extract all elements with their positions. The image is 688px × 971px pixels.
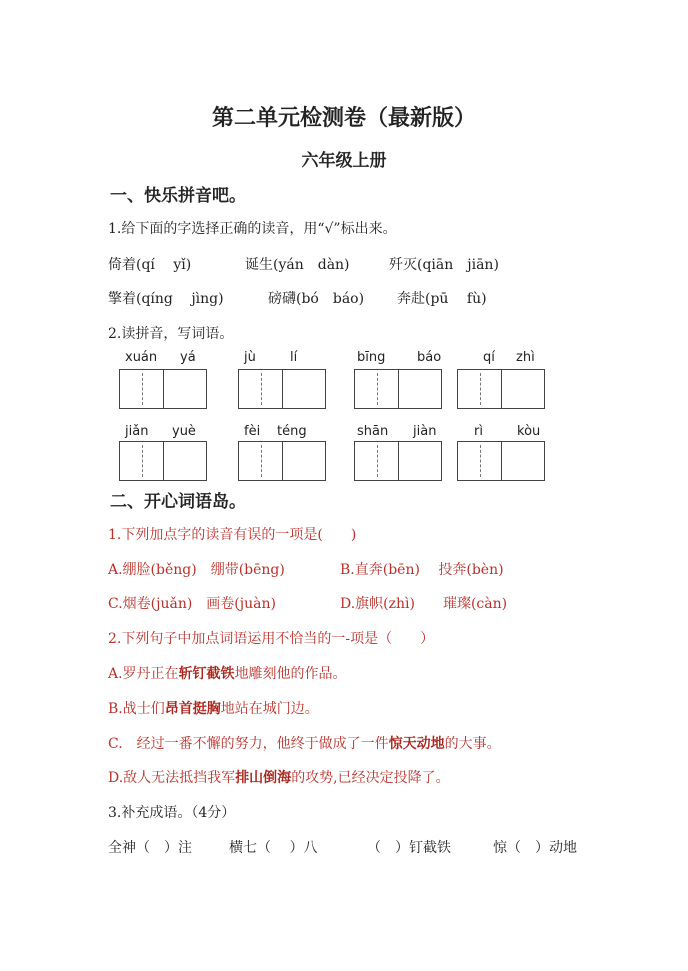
writing-box[interactable]: [238, 369, 326, 409]
dotted-keyword: 斩钉截铁: [178, 666, 235, 682]
q1-prompt: 1.给下面的字选择正确的读音，用“√”标出来。: [108, 221, 397, 237]
s2-q1-option-b: B.直奔(bēn) 投奔(bèn): [340, 562, 504, 578]
pinyin-label: bīng: [357, 350, 386, 365]
pinyin-label: kòu: [517, 424, 541, 439]
s2-q2-prompt: 2.下列句子中加点词语运用不恰当的一-项是（ ）: [108, 631, 435, 647]
dotted-keyword: 惊天动地: [388, 736, 445, 752]
idiom-blank-2: 横七（ ）八: [229, 840, 318, 856]
pinyin-label: báo: [417, 350, 442, 365]
sentence-text: D.敌人无法抵挡我军: [108, 770, 236, 786]
page-subtitle: 六年级上册: [301, 151, 387, 171]
pinyin-choice-4: 擎着(qíng jìng): [108, 291, 224, 307]
s2-q2-option-d: [108, 767, 450, 787]
pinyin-choice-2: 诞生(yán dàn): [245, 257, 350, 273]
sentence-text: C. 经过一番不懈的努力，他终于做成了一件: [108, 736, 389, 752]
pinyin-choice-6: 奔赴(pū fù): [397, 291, 487, 307]
q2-prompt: 2.读拼音，写词语。: [108, 326, 234, 342]
section2-heading: 二、开心词语岛。: [110, 492, 246, 512]
pinyin-label: yuè: [172, 424, 196, 439]
pinyin-label: lí: [290, 350, 298, 365]
pinyin-label: rì: [474, 424, 483, 439]
pinyin-label: jiàn: [413, 424, 437, 439]
s2-q2-option-a: [108, 663, 347, 683]
sentence-text: 的攻势,已经决定投降了。: [291, 770, 450, 786]
dotted-keyword: 排山倒海: [235, 770, 292, 786]
s2-q2-option-c: [108, 733, 501, 753]
pinyin-choice-1: 倚着(qí yǐ): [108, 257, 192, 273]
idiom-blank-4: 惊（ ）动地: [493, 840, 577, 856]
writing-box[interactable]: [354, 369, 442, 409]
writing-box[interactable]: [457, 369, 545, 409]
dotted-keyword: 昂首挺胸: [164, 701, 221, 717]
s2-q3-prompt: 3.补充成语。（4分）: [108, 805, 236, 821]
idiom-blank-1: 全神（ ）注: [108, 840, 192, 856]
pinyin-label: yá: [180, 350, 196, 365]
pinyin-label: fèi: [244, 424, 261, 439]
page-title: 第二单元检测卷（最新版）: [211, 105, 476, 131]
pinyin-label: qí: [483, 350, 495, 365]
sentence-text: B.战士们: [108, 701, 165, 717]
writing-box[interactable]: [457, 441, 545, 481]
writing-box[interactable]: [238, 441, 326, 481]
pinyin-label: jù: [244, 350, 256, 365]
sentence-text: 地雕刻他的作品。: [234, 666, 347, 682]
s2-q1-prompt: 1.下列加点字的读音有误的一项是( ): [108, 527, 357, 543]
s2-q1-option-d: D.旗帜(zhì) 璀璨(càn): [340, 596, 508, 612]
pinyin-label: jiǎn: [125, 424, 149, 439]
pinyin-label: téng: [277, 424, 307, 439]
idiom-blank-3: （ ）钉截铁: [367, 840, 451, 856]
pinyin-choice-3: 歼灭(qiān jiān): [389, 257, 499, 273]
writing-box[interactable]: [119, 369, 207, 409]
pinyin-label: shān: [357, 424, 389, 439]
s2-q2-option-b: [108, 698, 319, 718]
pinyin-label: zhì: [516, 350, 535, 365]
writing-box[interactable]: [354, 441, 442, 481]
s2-q1-option-c: C.烟卷(juǎn) 画卷(juàn): [108, 596, 276, 612]
sentence-text: 的大事。: [444, 736, 501, 752]
sentence-text: 地站在城门边。: [220, 701, 319, 717]
sentence-text: A.罗丹正在: [108, 666, 179, 682]
pinyin-label: xuán: [125, 350, 158, 365]
s2-q1-option-a: A.绷脸(běng) 绷带(bēng): [108, 562, 285, 578]
section1-heading: 一、快乐拼音吧。: [110, 186, 246, 206]
writing-box[interactable]: [119, 441, 207, 481]
pinyin-choice-5: 磅礴(bó báo): [268, 291, 365, 307]
